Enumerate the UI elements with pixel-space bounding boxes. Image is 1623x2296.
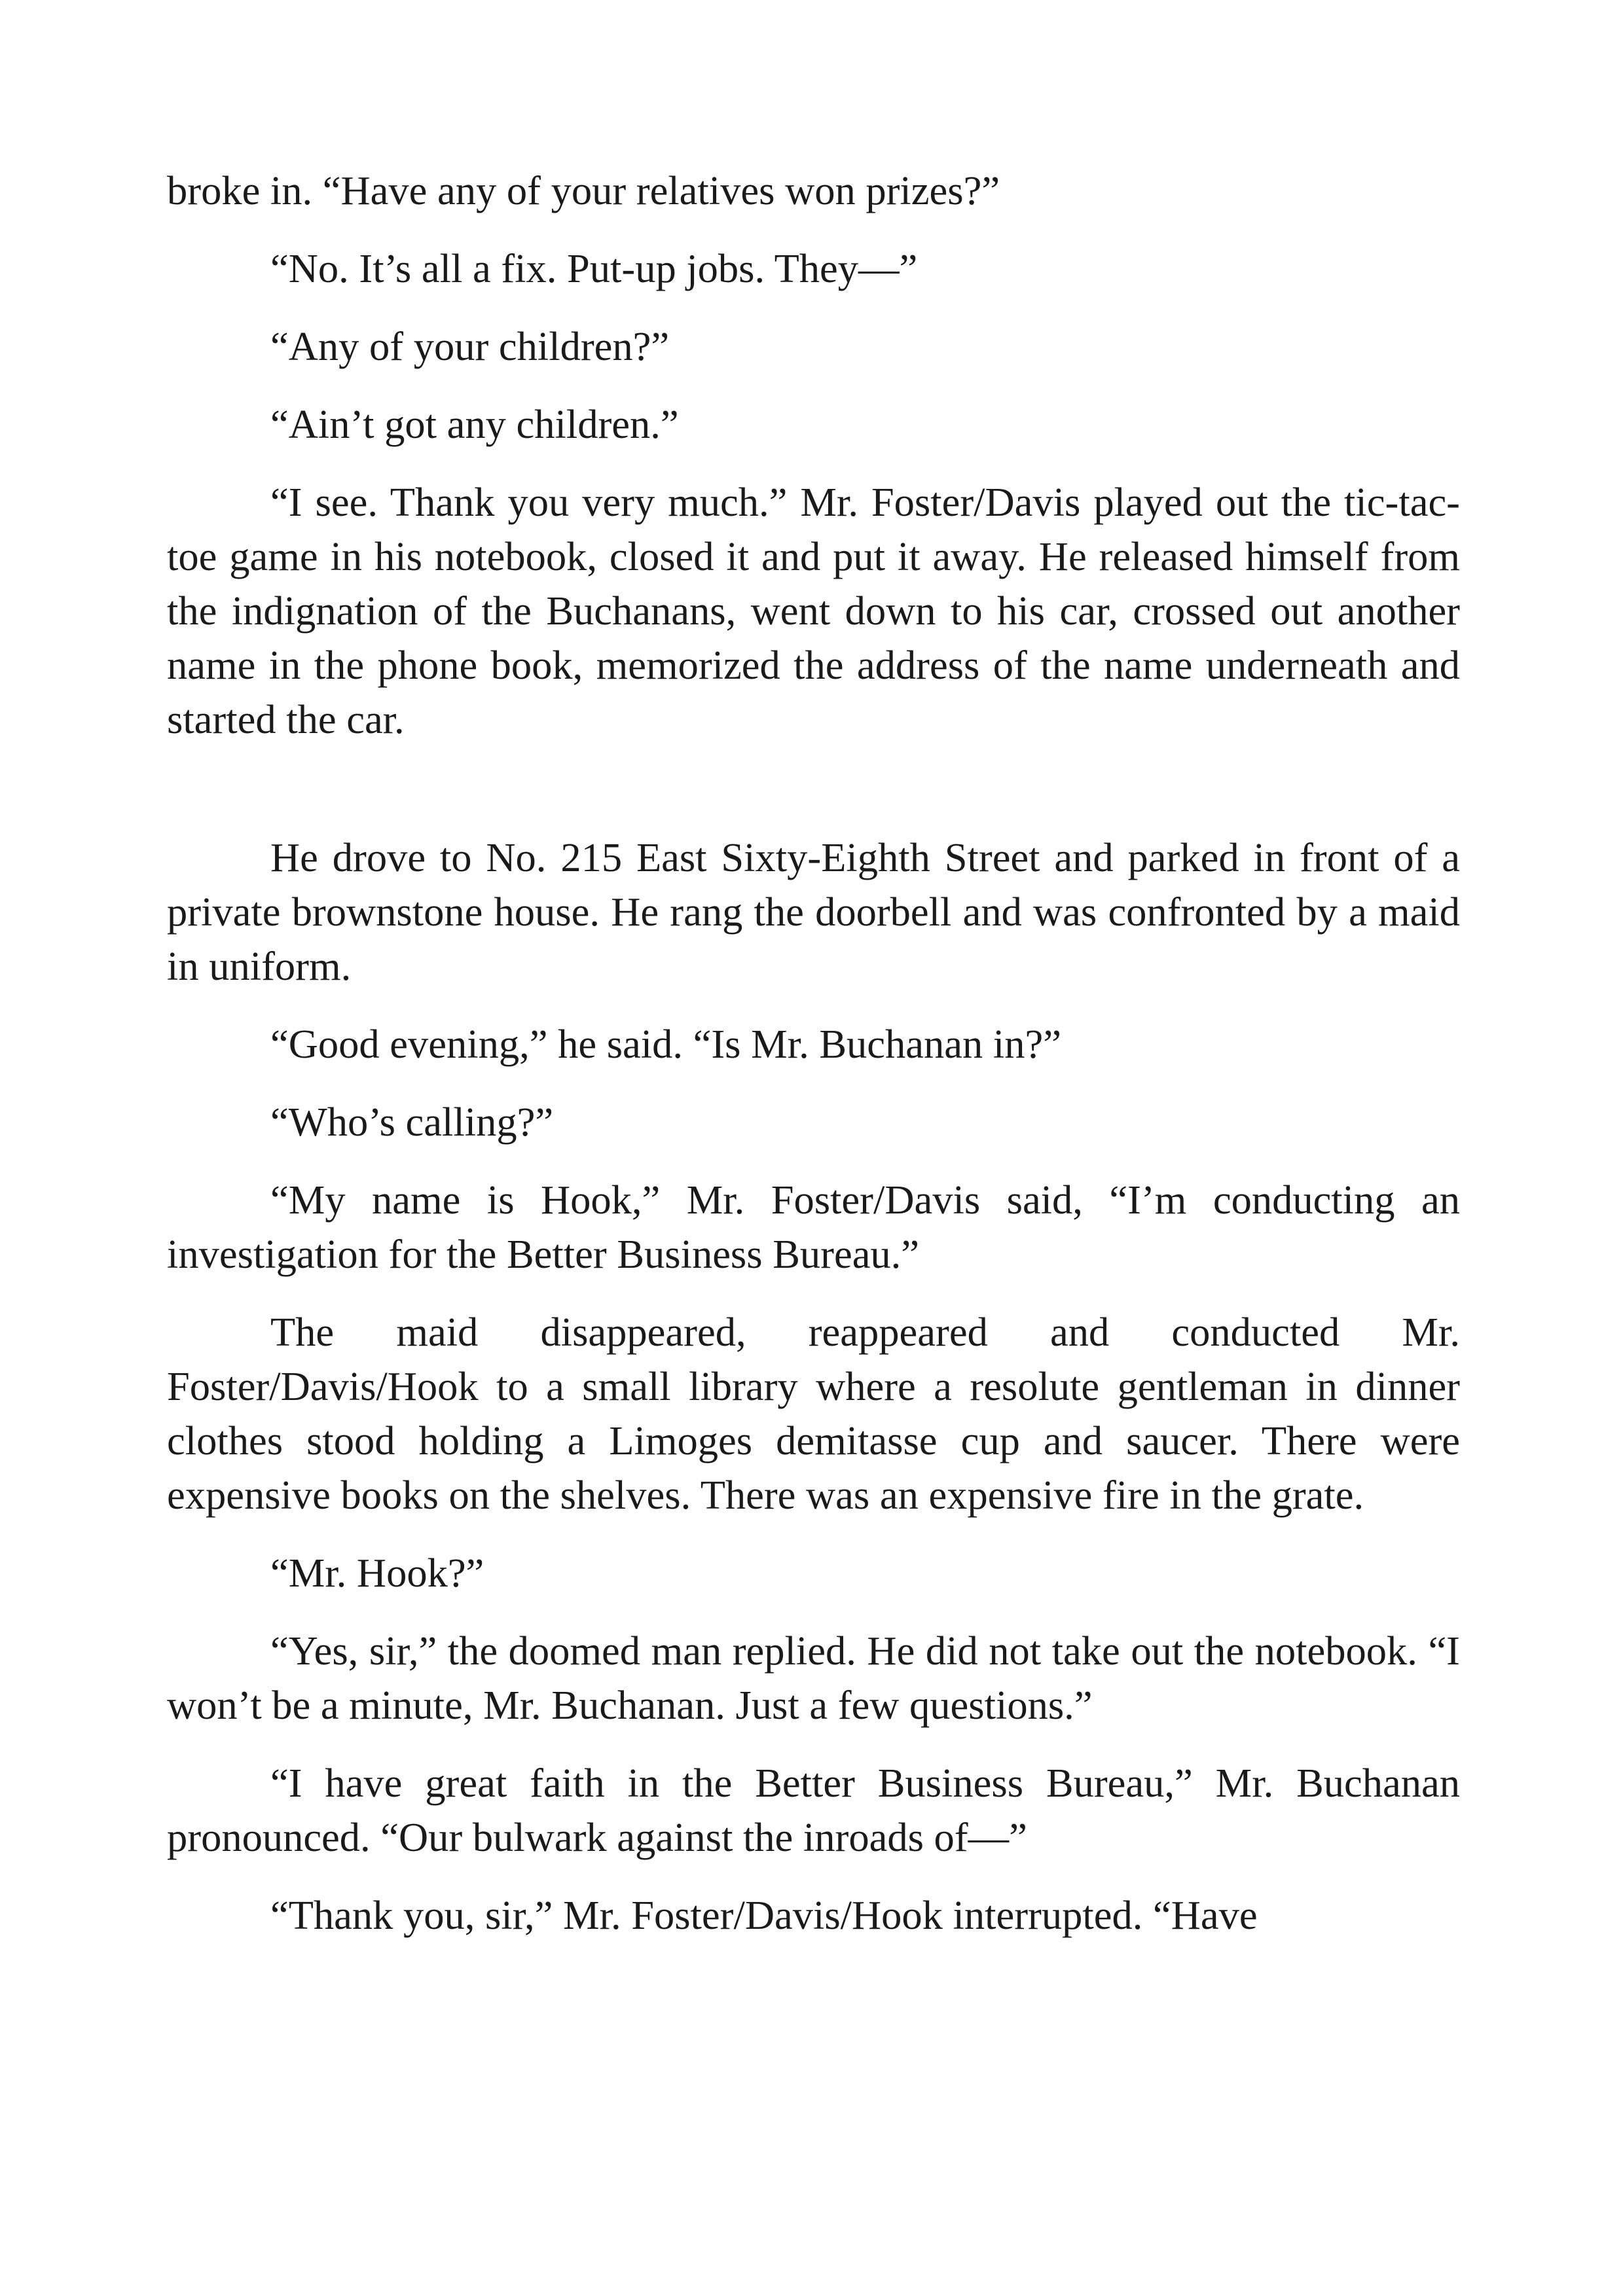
paragraph-section-start: He drove to No. 215 East Sixty-Eighth Street and parked in front of a private brownstone house. He rang the doorbell and was confronted by a maid in uniform. bbox=[167, 834, 1460, 989]
paragraph: “Mr. Hook?” bbox=[270, 1550, 484, 1596]
page-body bbox=[167, 164, 1460, 1966]
paragraph: “Any of your children?” bbox=[270, 323, 670, 369]
paragraph: “I see. Thank you very much.” Mr. Foster/Davis played out the tic-tac-toe game in his notebook, closed it and put it away. He released himself from the indignation of the Buchanans, went down to his car, crossed out another name in the phone book, memorized the address of the name underneath and started the car. bbox=[167, 479, 1460, 742]
paragraph: “Who’s calling?” bbox=[270, 1099, 554, 1145]
paragraph: “Good evening,” he said. “Is Mr. Buchanan in?” bbox=[270, 1021, 1061, 1067]
paragraph: “No. It’s all a fix. Put-up jobs. They—” bbox=[270, 245, 918, 291]
paragraph: The maid disappeared, reappeared and conducted Mr. Foster/Davis/Hook to a small library where a resolute gentleman in dinner clothes stood holding a Limoges demitasse cup and saucer. There were expensive books on the shelves. There was an expensive fire in the grate. bbox=[167, 1309, 1460, 1518]
paragraph: “Yes, sir,” the doomed man replied. He did not take out the notebook. “I won’t be a minute, Mr. Buchanan. Just a few questions.” bbox=[167, 1628, 1460, 1728]
paragraph-continued: broke in. “Have any of your relatives won prizes?” bbox=[167, 168, 1000, 213]
paragraph: “Ain’t got any children.” bbox=[270, 401, 679, 447]
paragraph-continues: “Thank you, sir,” Mr. Foster/Davis/Hook interrupted. “Have bbox=[270, 1892, 1258, 1938]
paragraph: “My name is Hook,” Mr. Foster/Davis said, “I’m conducting an investigation for the Better Business Bureau.” bbox=[167, 1177, 1460, 1277]
paragraph: “I have great faith in the Better Business Bureau,” Mr. Buchanan pronounced. “Our bulwark against the inroads of—” bbox=[167, 1760, 1460, 1860]
